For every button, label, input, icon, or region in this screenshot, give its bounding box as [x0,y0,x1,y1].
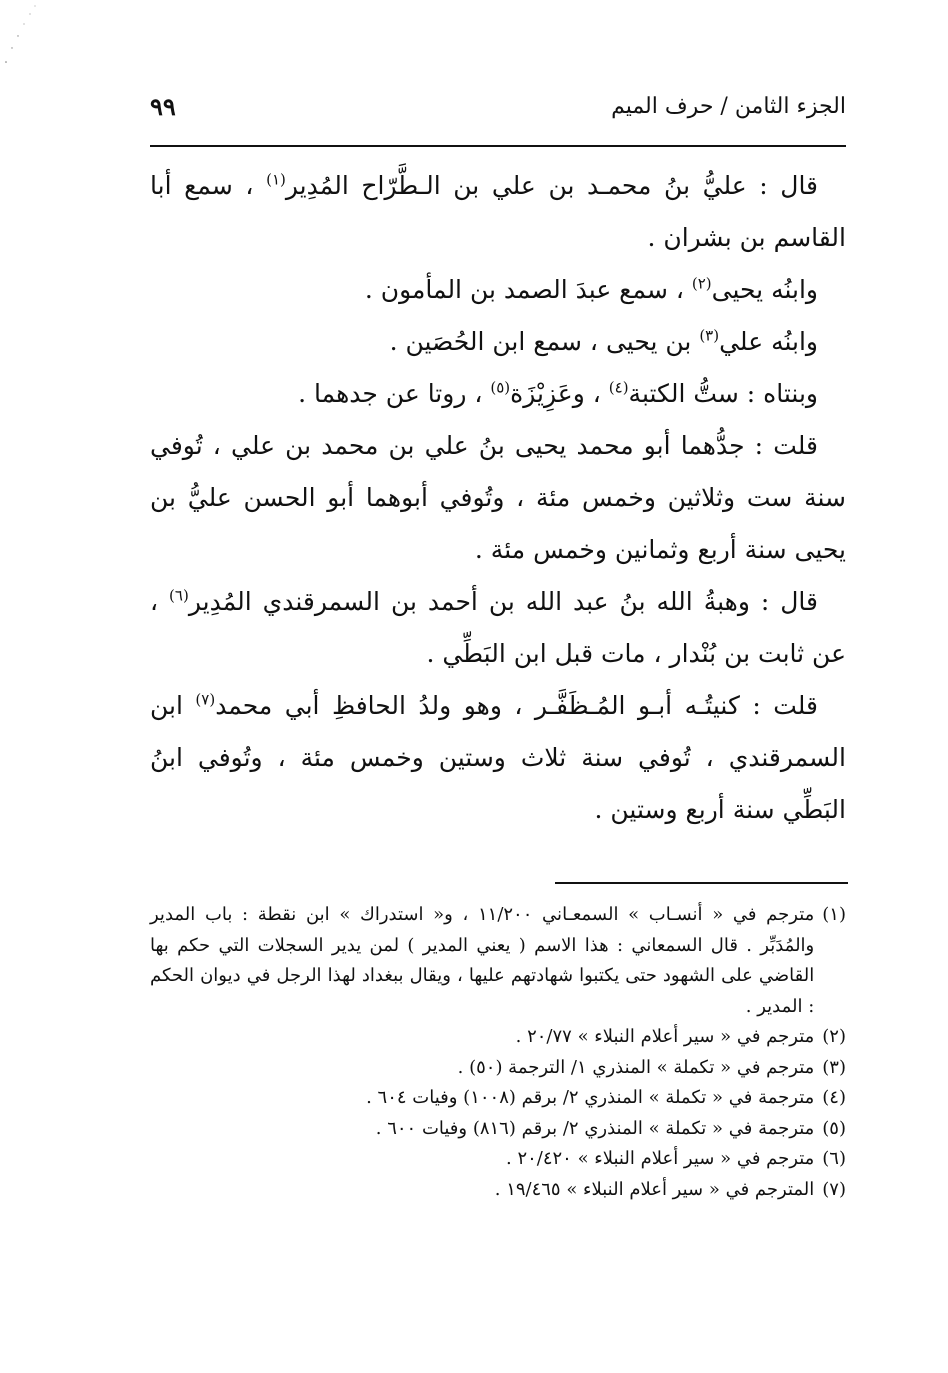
footnote-ref-5: (٥) [490,378,511,397]
footnote-text: مترجم في « أنسـاب » السمعـاني ١١/٢٠٠ ، و« استدراك » ابن نقطة : باب المدير والمُدَبِّر . قال السمعاني : هذا الاسم ( يعني المدير ) لمن يدير السجلات التي حكم بها القاضي على الشهود حتى يكتبوا شهادتهم عليها ، ويقال ببغداد لهذا الرجل في ديوان الحكم : المدير . [150,904,815,1017]
footnote-7 [150,1175,846,1206]
footnote-ref-4: (٤) [608,378,629,397]
footnote-number: (٢) [822,1026,846,1047]
footnote-1 [150,900,846,1022]
footnote-text: مترجم في « سير أعلام النبلاء » ٢٠/٤٢٠ . [505,1148,815,1169]
footnote-separator [555,882,848,884]
footnote-text: مترجمة في « تكملة » المنذري ٢/ برقم (٨١٦) وفيات ٦٠٠ . [375,1117,815,1139]
footnote-3 [150,1053,846,1084]
paragraph-7: قلت : كنيتُـه أبـو المُـظَفَّـر ، وهو ولدُ الحافظِ أبي محمد$^{(٧)}$ ابن السمرقندي ، تُوفي سنة ثلاث وستين وخمس مئة ، وتُوفي ابنُ البَطِّي سنة أربع وستين . [150,690,846,824]
scan-noise-specks [0,0,40,90]
footnote-number: (٧) [822,1178,846,1200]
footnote-4 [150,1083,846,1114]
footnotes [150,900,846,1205]
footnote-ref-6: (٦) [169,586,189,605]
footnote-ref-1: (١) [266,170,286,189]
paragraph-4: وبنتاه : ستُّ الكتبة$^{(٤)}$ ، وعَزِيْزَة$^{(٥)}$ ، روتا عن جدهما . [298,378,818,408]
footnote-number: (٤) [822,1087,846,1108]
footnote-text: مترجم في « سير أعلام النبلاء » ٢٠/٧٧ . [515,1026,815,1047]
footnote-number: (٥) [822,1117,846,1139]
footnote-text: مترجمة في « تكملة » المنذري ٢/ برقم (١٠٠٨) وفيات ٦٠٤ . [366,1087,815,1108]
footnote-text: مترجم في « تكملة » المنذري ١/ الترجمة (٥٠) . [457,1056,815,1078]
footnote-ref-2: (٢) [691,274,712,293]
header-rule [150,145,846,147]
footnote-ref-3: (٣) [699,326,720,345]
paragraph-3: وابنُه علي$^{(٣)}$ بن يحيى ، سمع ابن الحُصَين . [389,326,818,356]
footnote-text: المترجم في « سير أعلام النبلاء » ١٩/٤٦٥ . [494,1178,815,1200]
main-text [150,160,846,836]
footnote-number: (٦) [822,1148,846,1169]
footnote-5 [150,1114,846,1145]
footnote-6 [150,1144,846,1175]
page-number: ٩٩ [150,92,176,121]
paragraph-1: قال : عليُّ بنُ محمـد بن علي بن الـطَّرّاح المُدِير$^{(١)}$ ، سمع أبا القاسم بن بشران . [150,170,846,252]
paragraph-2: وابنُه يحيى$^{(٢)}$ ، سمع عبدَ الصمد بن المأمون . [364,274,818,304]
footnote-number: (٣) [822,1056,846,1078]
paragraph-5: قلت : جدُّهما أبو محمد يحيى بنُ علي بن محمد بن علي ، تُوفي سنة ست وثلاثين وخمس مئة ، وتُوفي أبوهما أبو الحسن عليُّ بن يحيى سنة أربع وثمانين وخمس مئة . [150,431,846,564]
paragraph-6: قال : وهبةُ الله بنُ عبد الله بن أحمد بن السمرقندي المُدِير$^{(٦)}$ ، عن ثابت بن بُنْدار ، مات قبل ابن البَطِّي . [150,586,846,668]
footnote-number: (١) [822,904,846,925]
footnote-2 [150,1022,846,1053]
header-title: الجزء الثامن / حرف الميم [611,94,846,119]
running-header [150,88,846,128]
footnote-ref-7: (٧) [195,690,216,709]
